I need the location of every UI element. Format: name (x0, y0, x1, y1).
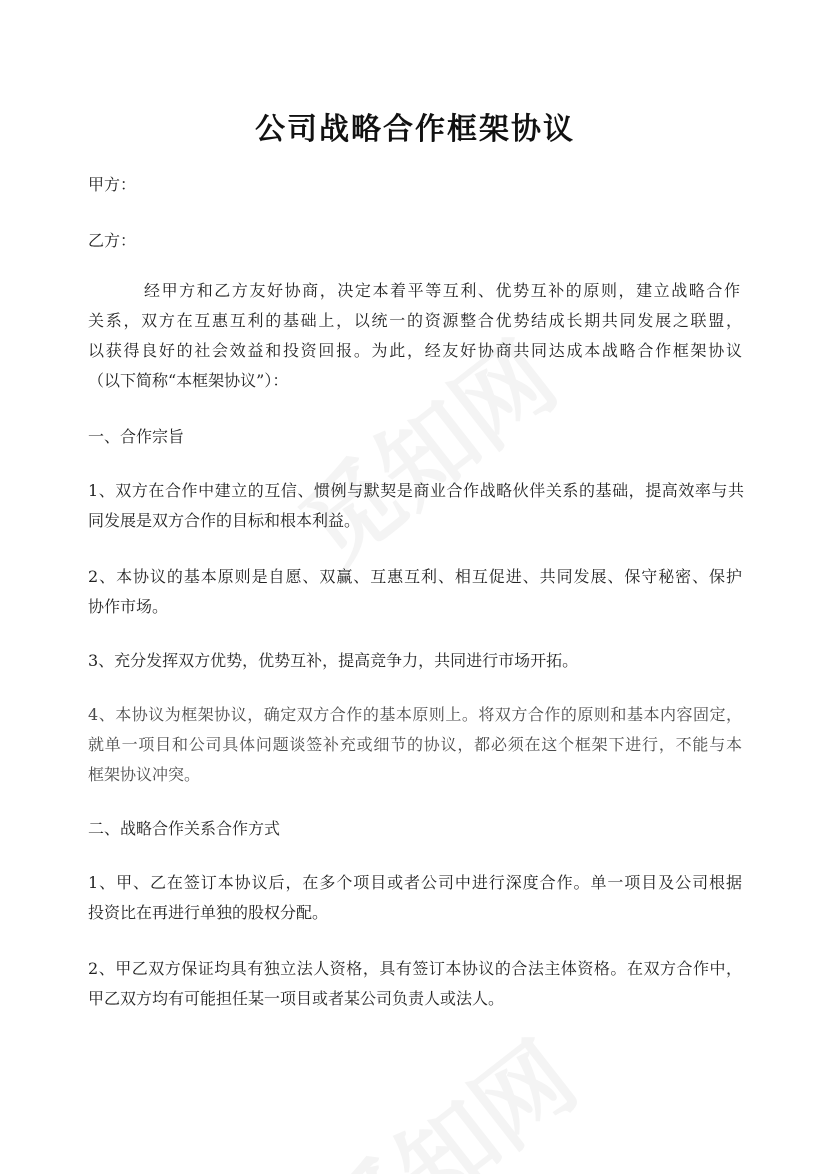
party-a-label: 甲方： (88, 175, 137, 194)
clause-line: 4、本协议为框架协议，确定双方合作的基本原则上。将双方合作的原则和基本内容固定， (88, 705, 742, 724)
intro-line: 经甲方和乙方友好协商，决定本着平等互利、优势互补的原则，建立战略合作 (144, 281, 740, 300)
section-heading: 二、战略合作关系合作方式 (88, 819, 281, 838)
clause-line: 同发展是双方合作的目标和根本利益。 (88, 511, 361, 530)
clause-line: 3、充分发挥双方优势，优势互补，提高竞争力，共同进行市场开拓。 (88, 651, 579, 670)
document-title: 公司战略合作框架协议 (255, 112, 575, 147)
clause-line: 框架协议冲突。 (88, 765, 201, 784)
clause-line: 1、双方在合作中建立的互信、惯例与默契是商业合作战略伙伴关系的基础，提高效率与共 (88, 481, 744, 500)
clause-line: 协作市场。 (88, 597, 169, 616)
party-b-label: 乙方： (88, 231, 137, 250)
intro-line: 以获得良好的社会效益和投资回报。为此，经友好协商共同达成本战略合作框架协议 (88, 341, 742, 360)
watermark (288, 1006, 599, 1174)
section-heading: 一、合作宗旨 (88, 427, 185, 446)
clause-line: 就单一项目和公司具体问题谈签补充或细节的协议，都必须在这个框架下进行，不能与本 (88, 735, 742, 754)
clause-line: 甲乙双方均有可能担任某一项目或者某公司负责人或法人。 (88, 989, 505, 1008)
intro-line: 关系，双方在互惠互利的基础上，以统一的资源整合优势结成长期共同发展之联盟， (88, 311, 742, 330)
clause-line: 2、本协议的基本原则是自愿、双赢、互惠互利、相互促进、共同发展、保守秘密、保护 (88, 567, 742, 586)
clause-line: 1、甲、乙在签订本协议后，在多个项目或者公司中进行深度合作。单一项目及公司根据 (88, 873, 742, 892)
clause-line: 投资比在再进行单独的股权分配。 (88, 903, 329, 922)
clause-line: 2、甲乙双方保证均具有独立法人资格，具有签订本协议的合法主体资格。在双方合作中， (88, 959, 742, 978)
intro-line: （以下简称“本框架协议”）： (88, 371, 289, 390)
